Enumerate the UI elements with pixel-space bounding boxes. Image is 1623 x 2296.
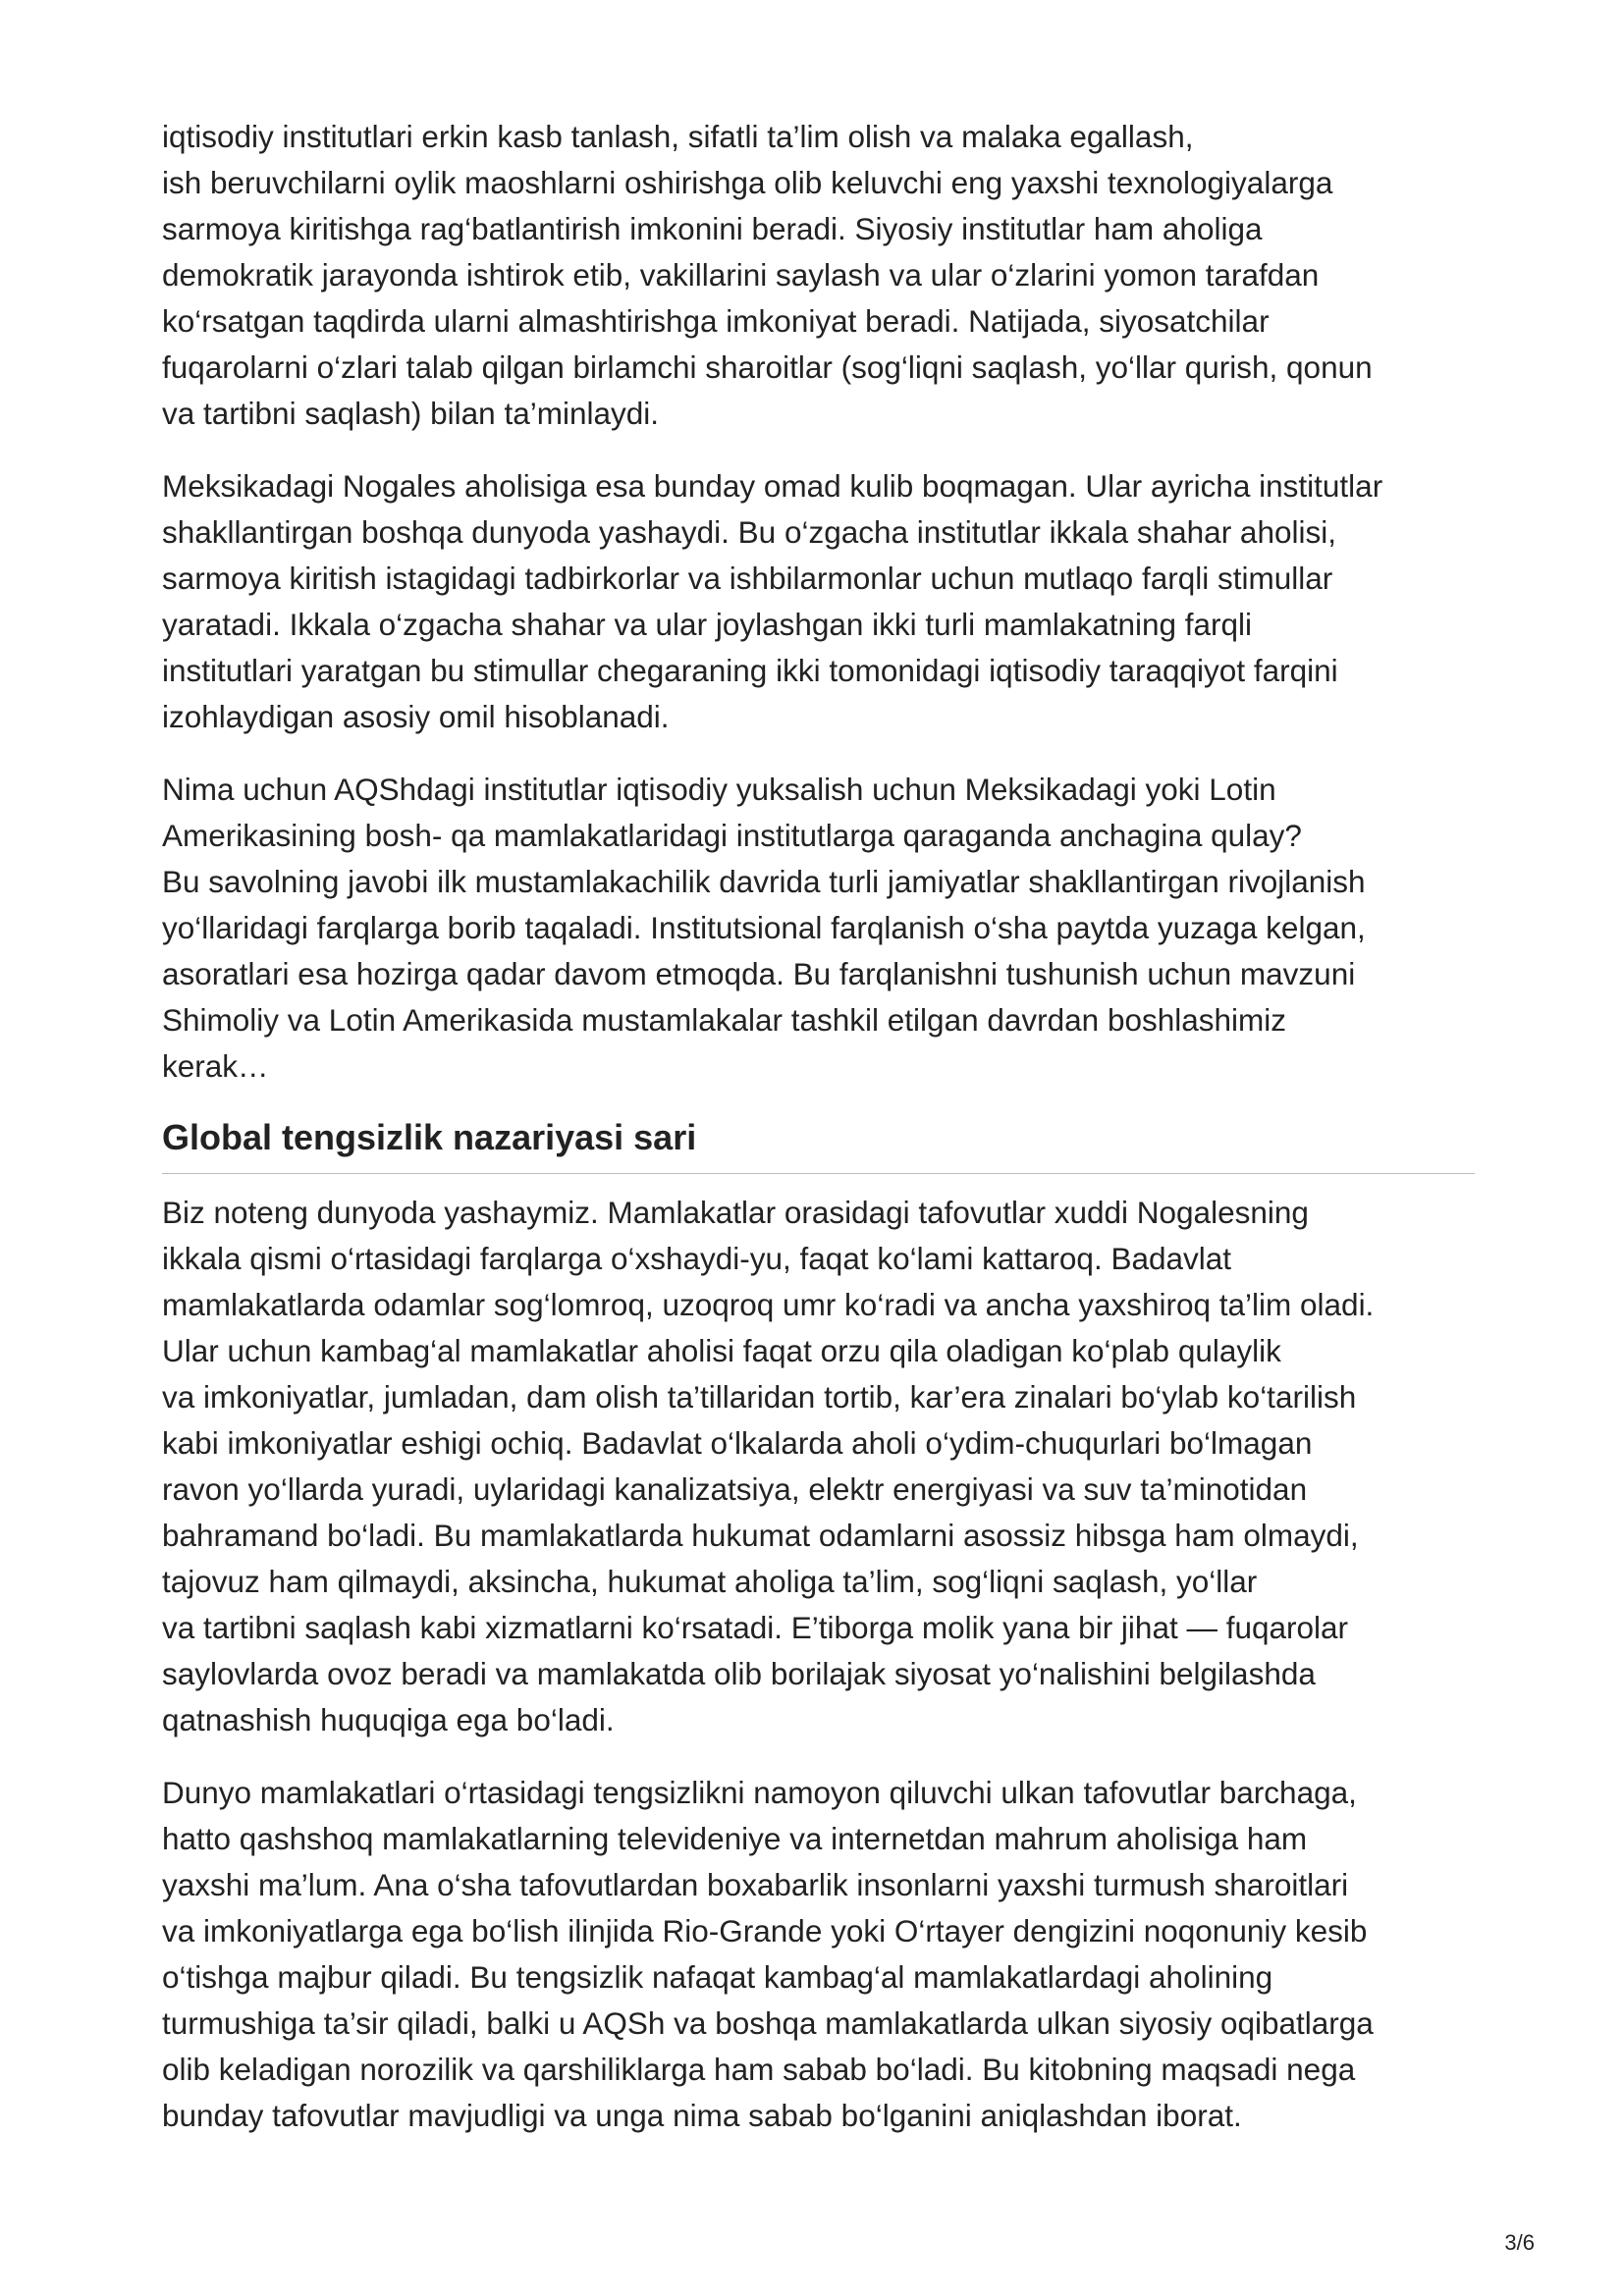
- section-heading: Global tengsizlik nazariyasi sari: [162, 1117, 697, 1157]
- document-page: [162, 114, 1478, 2165]
- paragraph-line: ko‘rsatgan taqdirda ularni almashtirishga imkoniyat beradi. Natijada, siyosatchilar: [162, 303, 1270, 339]
- paragraph-line: tajovuz ham qilmaydi, aksincha, hukumat aholiga ta’lim, sog‘liqni saqlash, yo‘llar: [162, 1564, 1258, 1599]
- paragraph-line: Bu savolning javobi ilk mustamlakachilik davrida turli jamiyatlar shakllantirgan rivojlanish: [162, 864, 1366, 899]
- paragraph-line: qatnashish huquqiga ega bo‘ladi.: [162, 1702, 615, 1737]
- paragraph-line: Biz noteng dunyoda yashaymiz. Mamlakatlar orasidagi tafovutlar xuddi Nogalesning: [162, 1195, 1309, 1230]
- paragraph-line: Ular uchun kambag‘al mamlakatlar aholisi faqat orzu qila oladigan ko‘plab qulaylik: [162, 1333, 1281, 1368]
- paragraph-line: fuqarolarni o‘zlari talab qilgan birlamchi sharoitlar (sog‘liqni saqlash, yo‘llar qurish, qonun: [162, 349, 1373, 385]
- paragraph-line: Shimoliy va Lotin Amerikasida mustamlakalar tashkil etilgan davrdan boshlashimiz: [162, 1002, 1287, 1038]
- paragraph-line: izohlaydigan asosiy omil hisoblanadi.: [162, 699, 670, 734]
- paragraph: [162, 767, 1478, 1090]
- paragraph-line: shakllantirgan boshqa dunyoda yashaydi. Bu o‘zgacha institutlar ikkala shahar aholisi,: [162, 514, 1336, 550]
- paragraph-line: sarmoya kiritish istagidagi tadbirkorlar va ishbilarmonlar uchun mutlaqo farqli stimullar: [162, 561, 1333, 596]
- paragraph-line: Amerikasining bosh- qa mamlakatlaridagi institutlarga qaraganda anchagina qulay?: [162, 818, 1302, 853]
- paragraph: [162, 114, 1478, 437]
- paragraph-line: ish beruvchilarni oylik maoshlarni oshirishga olib keluvchi eng yaxshi texnologiyalarga: [162, 165, 1333, 200]
- paragraph-line: turmushiga ta’sir qiladi, balki u AQSh va boshqa mamlakatlarda ulkan siyosiy oqibatlarga: [162, 2005, 1374, 2041]
- paragraph-line: asoratlari esa hozirga qadar davom etmoqda. Bu farqlanishni tushunish uchun mavzuni: [162, 956, 1356, 991]
- paragraph-line: yaxshi ma’lum. Ana o‘sha tafovutlardan boxabarlik insonlarni yaxshi turmush sharoitlari: [162, 1867, 1349, 1902]
- paragraph-line: hatto qashshoq mamlakatlarning televideniye va internetdan mahrum aholisiga ham: [162, 1821, 1308, 1856]
- paragraph-line: Nima uchun AQShdagi institutlar iqtisodiy yuksalish uchun Meksikadagi yoki Lotin: [162, 772, 1276, 807]
- paragraph-line: va tartibni saqlash) bilan ta’minlaydi.: [162, 396, 659, 431]
- paragraph-line: institutlari yaratgan bu stimullar chegaraning ikki tomonidagi iqtisodiy taraqqiyot farqini: [162, 653, 1338, 688]
- paragraph-line: bahramand bo‘ladi. Bu mamlakatlarda hukumat odamlarni asossiz hibsga ham olmaydi,: [162, 1518, 1359, 1553]
- paragraph-line: va tartibni saqlash kabi xizmatlarni ko‘rsatadi. E’tiborga molik yana bir jihat — fuqarolar: [162, 1610, 1349, 1645]
- paragraph-line: olib keladigan norozilik va qarshiliklarga ham sabab bo‘ladi. Bu kitobning maqsadi nega: [162, 2052, 1356, 2087]
- paragraph: [162, 1190, 1478, 1743]
- section-heading-block: [162, 1116, 1475, 1174]
- paragraph-line: bunday tafovutlar mavjudligi va unga nima sabab bo‘lganini aniqlashdan iborat.: [162, 2098, 1242, 2133]
- paragraph-line: ikkala qismi o‘rtasidagi farqlarga o‘xshaydi-yu, faqat ko‘lami kattaroq. Badavlat: [162, 1241, 1232, 1276]
- paragraph-line: kabi imkoniyatlar eshigi ochiq. Badavlat o‘lkalarda aholi o‘ydim-chuqurlari bo‘lmagan: [162, 1425, 1313, 1461]
- paragraph: [162, 463, 1478, 740]
- paragraph-line: yo‘llaridagi farqlarga borib taqaladi. Institutsional farqlanish o‘sha paytda yuzaga kelgan,: [162, 910, 1366, 945]
- paragraph-line: kerak…: [162, 1048, 269, 1084]
- body-text-after: [162, 1190, 1478, 2139]
- paragraph-line: yaratadi. Ikkala o‘zgacha shahar va ular joylashgan ikki turli mamlakatning farqli: [162, 607, 1253, 642]
- page-number: 3/6: [1504, 2230, 1535, 2255]
- paragraph-line: sarmoya kiritishga rag‘batlantirish imkonini beradi. Siyosiy institutlar ham aholiga: [162, 211, 1263, 246]
- paragraph-line: o‘tishga majbur qiladi. Bu tengsizlik nafaqat kambag‘al mamlakatlardagi aholining: [162, 1959, 1273, 1995]
- paragraph-line: saylovlarda ovoz beradi va mamlakatda olib borilajak siyosat yo‘nalishini belgilashda: [162, 1656, 1316, 1691]
- paragraph-line: Meksikadagi Nogales aholisiga esa bunday omad kulib boqmagan. Ular ayricha institutlar: [162, 468, 1383, 504]
- paragraph-line: ravon yo‘llarda yuradi, uylaridagi kanalizatsiya, elektr energiyasi va suv ta’minotidan: [162, 1471, 1308, 1507]
- paragraph-line: va imkoniyatlarga ega bo‘lish ilinjida Rio-Grande yoki O‘rtayer dengizini noqonuniy kesib: [162, 1913, 1368, 1949]
- paragraph-line: Dunyo mamlakatlari o‘rtasidagi tengsizlikni namoyon qiluvchi ulkan tafovutlar barchaga,: [162, 1775, 1357, 1810]
- paragraph-line: iqtisodiy institutlari erkin kasb tanlash, sifatli ta’lim olish va malaka egallash,: [162, 119, 1194, 154]
- paragraph-line: va imkoniyatlar, jumladan, dam olish ta’tillaridan tortib, kar’era zinalari bo‘ylab ko‘tarilish: [162, 1379, 1357, 1415]
- paragraph: [162, 1770, 1478, 2139]
- body-text-before: [162, 114, 1478, 1090]
- paragraph-line: mamlakatlarda odamlar sog‘lomroq, uzoqroq umr ko‘radi va ancha yaxshiroq ta’lim oladi.: [162, 1287, 1375, 1322]
- paragraph-line: demokratik jarayonda ishtirok etib, vakillarini saylash va ular o‘zlarini yomon tarafdan: [162, 257, 1320, 293]
